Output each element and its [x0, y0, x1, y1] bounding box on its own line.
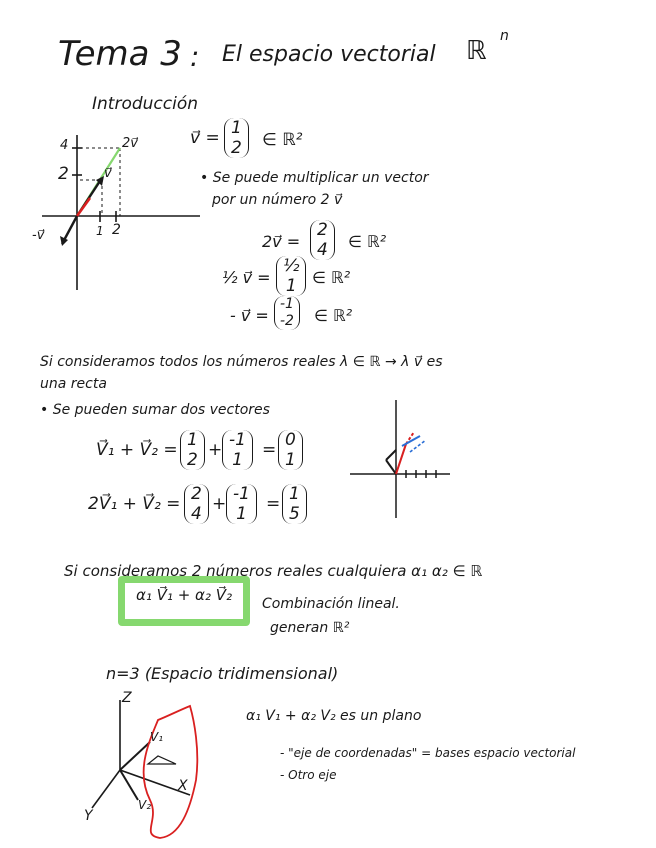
line-recta-2: una recta: [40, 376, 107, 392]
three-d-bullet-2: - Otro eje: [280, 768, 337, 782]
sum-eq1-result: 0 1: [278, 430, 303, 470]
sum-eq2-plus: +: [212, 494, 227, 514]
eq-half-in-r2: ∈ ℝ²: [312, 268, 351, 287]
eq-v-in-r2: ∈ ℝ²: [262, 130, 303, 150]
graph-label-x2: 2: [112, 222, 121, 238]
note-multiply-2: por un número 2 v⃗: [212, 192, 343, 208]
vec-2v: 2 4: [310, 220, 335, 260]
graph-2d: [42, 135, 200, 290]
page-subtitle: El espacio vectorial: [222, 42, 436, 67]
sum-eq1-b: -1 1: [222, 430, 253, 470]
line-recta-1: Si consideramos todos los números reales λ ∈ ℝ → λ v⃗ es: [40, 354, 443, 370]
lincomb-line: Si consideramos 2 números reales cualquiera α₁ α₂ ∈ ℝ: [64, 562, 483, 580]
vec-neg: -1 -2: [274, 296, 300, 330]
graph-sum: [350, 400, 450, 518]
sum-heading: • Se pueden sumar dos vectores: [40, 402, 270, 418]
lincomb-expr: α₁ V⃗₁ + α₂ V⃗₂: [136, 586, 232, 604]
note-multiply-1: • Se puede multiplicar un vector: [200, 170, 429, 186]
graph-label-y2: 2: [58, 164, 69, 184]
v2-label: V₂: [138, 798, 152, 812]
vector-half-v: [77, 198, 90, 216]
eq-neg-lhs: - v⃗ =: [230, 306, 269, 325]
r-symbol: ℝ: [466, 36, 487, 66]
sum-eq2-a: 2 4: [184, 484, 209, 524]
sum-eq2-lhs: 2V⃗₁ + V⃗₂ =: [88, 494, 181, 514]
three-d-bullet-1: - "eje de coordenadas" = bases espacio vectorial: [280, 746, 576, 760]
eq-2v-in-r2: ∈ ℝ²: [348, 232, 387, 251]
axis-y-label: Y: [84, 808, 93, 824]
y-axis-3d: [92, 770, 120, 808]
graph-label-v: v⃗: [104, 166, 112, 181]
axis-x-label: X: [178, 778, 188, 794]
page-title: Tema 3: [58, 34, 182, 74]
intro-heading: Introducción: [92, 94, 199, 114]
title-colon: :: [190, 40, 200, 73]
lincomb-label-2: generan ℝ²: [270, 620, 350, 636]
sum-eq1-lhs: V⃗₁ + V⃗₂ =: [96, 440, 178, 460]
vec-half: ½ 1: [276, 256, 306, 296]
vec-v: 1 2: [224, 118, 249, 158]
r-exponent: n: [500, 28, 509, 44]
axis-z-label: Z: [122, 690, 132, 706]
eq-2v-lhs: 2v⃗ =: [262, 232, 301, 251]
v1-label: V₁: [150, 730, 164, 744]
graph-label-y4: 4: [60, 138, 69, 153]
sum-eq2-b: -1 1: [226, 484, 257, 524]
sum-eq1-a: 1 2: [180, 430, 205, 470]
graph-label-neg-v: -v⃗: [32, 228, 45, 243]
graph-label-x1: 1: [96, 224, 104, 238]
lincomb-label-1: Combinación lineal.: [262, 596, 400, 612]
eq-neg-in-r2: ∈ ℝ²: [314, 306, 353, 325]
eq-half-lhs: ½ v⃗ =: [222, 268, 271, 287]
eq-v-lhs: v⃗ =: [190, 128, 220, 148]
graph-3d: [92, 700, 197, 838]
graph-label-2v: 2v⃗: [122, 136, 138, 151]
plane-outline: [144, 706, 198, 838]
sum-eq2-equals: =: [266, 494, 281, 514]
sum-eq2-result: 1 5: [282, 484, 307, 524]
sum-eq1-plus: +: [208, 440, 223, 460]
three-d-plane: α₁ V₁ + α₂ V₂ es un plano: [246, 708, 422, 724]
sum-eq1-equals: =: [262, 440, 277, 460]
three-d-heading: n=3 (Espacio tridimensional): [106, 664, 339, 683]
